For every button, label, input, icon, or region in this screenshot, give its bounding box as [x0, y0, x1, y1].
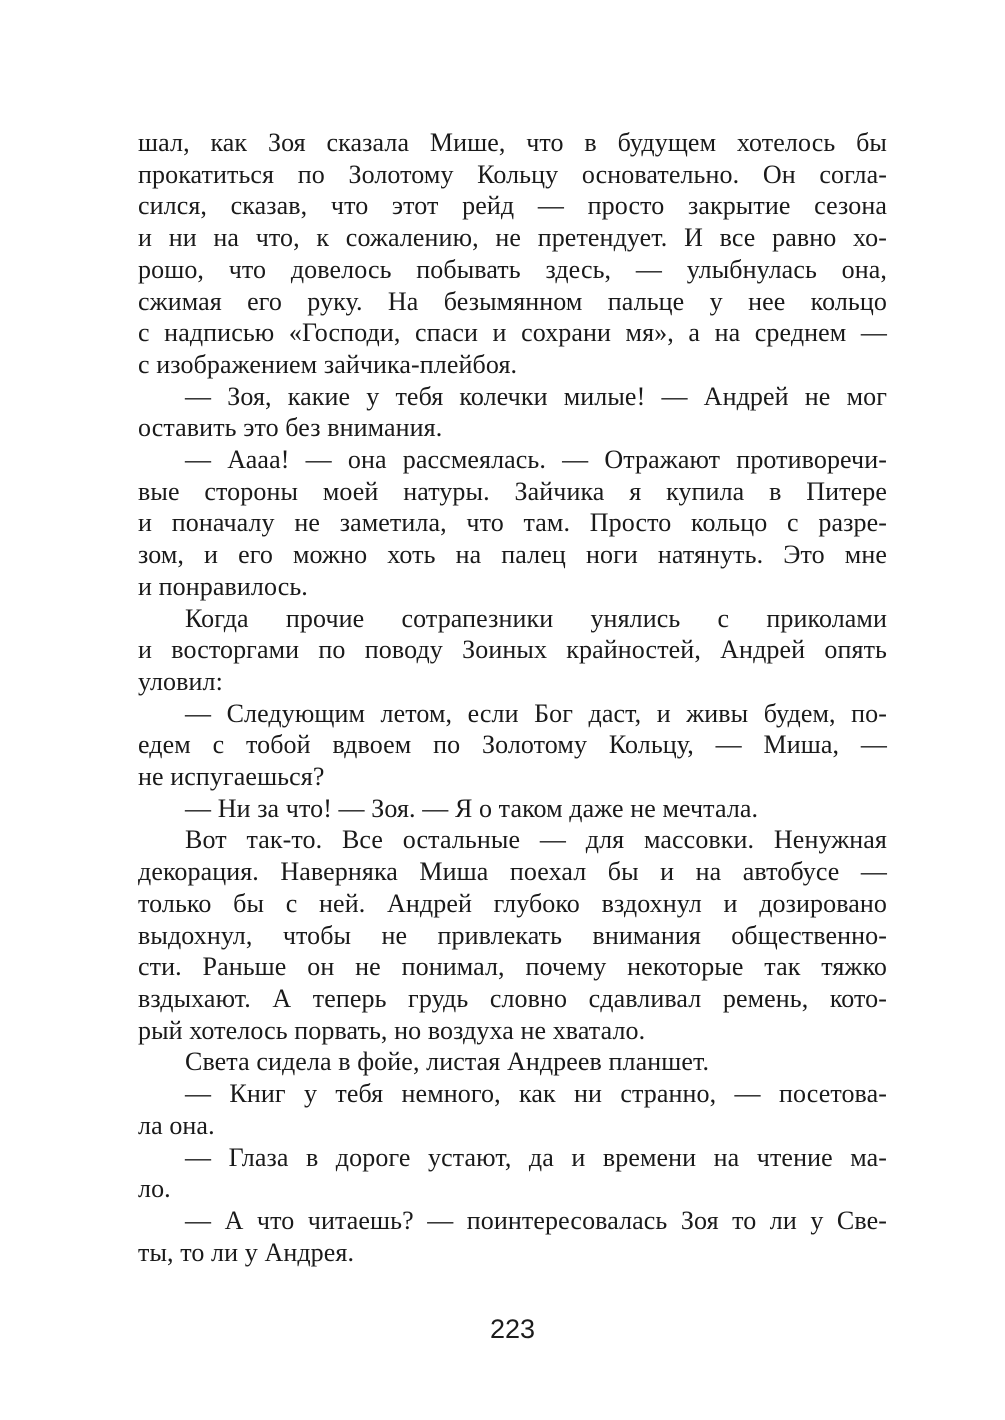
paragraph: [138, 444, 887, 603]
paragraph: [138, 793, 887, 825]
text-line: и поначалу не заметила, что там. Просто кольцо с разре-: [138, 508, 887, 538]
text-line: — Аааа! — она рассмеялась. — Отражают противоречи-: [185, 445, 887, 475]
paragraph: [138, 1142, 887, 1205]
text-block: [138, 127, 887, 1268]
page-number: 223: [489, 1314, 536, 1344]
text-line: не испугаешься?: [138, 762, 325, 792]
paragraph: [138, 1205, 887, 1268]
text-line: — Следующим летом, если Бог даст, и живы будем, по-: [185, 698, 887, 728]
text-line: только бы с ней. Андрей глубоко вздохнул и дозировано: [138, 888, 887, 918]
text-line: с надписью «Господи, спаси и сохрани мя», а на среднем —: [138, 318, 887, 348]
paragraph: [138, 603, 887, 698]
text-line: ты, то ли у Андрея.: [138, 1237, 355, 1267]
text-line: рошо, что довелось побывать здесь, — улыбнулась она,: [138, 254, 887, 284]
text-line: сился, сказав, что этот рейд — просто закрытие сезона: [138, 191, 887, 221]
text-line: Света сидела в фойе, листая Андреев планшет.: [185, 1047, 710, 1077]
paragraph: [138, 1078, 887, 1141]
text-line: — Зоя, какие у тебя колечки милые! — Андрей не мог: [185, 381, 887, 411]
text-line: сжимая его руку. На безымянном пальце у нее кольцо: [138, 286, 887, 316]
text-line: — А что читаешь? — поинтересовалась Зоя то ли у Све-: [185, 1205, 887, 1235]
text-line: Вот так-то. Все остальные — для массовки. Ненужная: [185, 825, 887, 855]
text-line: — Ни за что! — Зоя. — Я о таком даже не мечтала.: [185, 793, 759, 823]
text-line: ло.: [138, 1174, 171, 1204]
text-line: уловил:: [138, 666, 223, 696]
paragraph: [138, 1046, 887, 1078]
text-line: шал, как Зоя сказала Мише, что в будущем хотелось бы: [138, 128, 887, 157]
text-line: и понравилось.: [138, 571, 308, 601]
text-line: и ни на что, к сожалению, не претендует. И все равно хо-: [138, 223, 887, 253]
text-line: вые стороны моей натуры. Зайчика я купила в Питере: [138, 476, 887, 506]
text-line: зом, и его можно хоть на палец ноги натянуть. Это мне: [138, 540, 887, 570]
text-line: оставить это без внимания.: [138, 413, 443, 443]
text-line: ла она.: [138, 1110, 215, 1140]
text-line: — Глаза в дороге устают, да и времени на чтение ма-: [185, 1142, 887, 1172]
text-line: с изображением зайчика-плейбоя.: [138, 349, 518, 379]
text-line: Когда прочие сотрапезники унялись с приколами: [185, 603, 887, 633]
text-line: рый хотелось порвать, но воздуха не хватало.: [138, 1015, 646, 1045]
text-line: выдохнул, чтобы не привлекать внимания общественно-: [138, 920, 887, 950]
text-line: прокатиться по Золотому Кольцу основательно. Он согла-: [138, 159, 887, 189]
text-line: — Книг у тебя немного, как ни странно, — посетова-: [185, 1079, 887, 1109]
text-line: и восторгами по поводу Зоиных крайностей, Андрей опять: [138, 635, 887, 665]
paragraph: [138, 824, 887, 1046]
text-line: сти. Раньше он не понимал, почему некоторые так тяжко: [138, 952, 887, 982]
text-line: декорация. Наверняка Миша поехал бы и на автобусе —: [138, 857, 887, 887]
text-line: вздыхают. А теперь грудь словно сдавливал ремень, кото-: [138, 983, 887, 1013]
paragraph: [138, 127, 887, 381]
paragraph: [138, 698, 887, 793]
text-line: едем с тобой вдвоем по Золотому Кольцу, — Миша, —: [138, 730, 887, 760]
paragraph: [138, 381, 887, 444]
